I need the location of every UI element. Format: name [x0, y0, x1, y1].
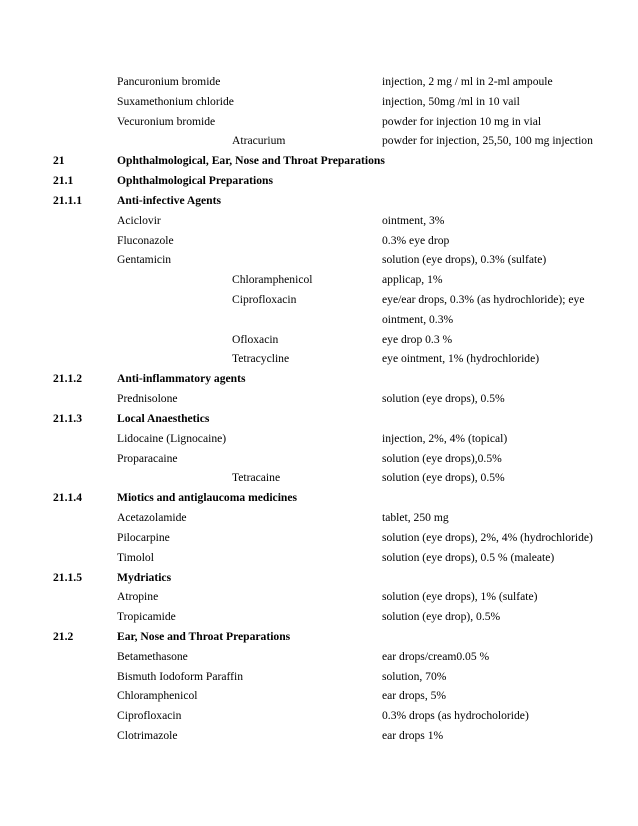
dosage-form: solution (eye drops), 0.3% (sulfate) — [382, 253, 547, 267]
dosage-form: solution (eye drops),0.5% — [382, 451, 502, 465]
drug-row — [0, 213, 638, 233]
drug-row — [0, 510, 638, 530]
drug-row — [0, 728, 638, 748]
dosage-form: ear drops, 5% — [382, 689, 447, 703]
drug-row — [0, 114, 638, 134]
dosage-form: ointment, 0.3% — [382, 312, 454, 326]
drug-row — [0, 550, 638, 570]
drug-name: Chloramphenicol — [117, 689, 198, 703]
drug-row — [0, 272, 638, 292]
drug-row — [0, 233, 638, 253]
section-heading-row — [0, 629, 638, 649]
section-heading-row — [0, 193, 638, 213]
drug-name: Aciclovir — [117, 213, 161, 227]
drug-name: Pancuronium bromide — [117, 75, 221, 88]
drug-name: Pilocarpine — [117, 530, 170, 544]
drug-row — [0, 292, 638, 312]
drug-name: Ciprofloxacin — [117, 709, 182, 723]
drug-name: Timolol — [117, 550, 154, 564]
drug-row — [0, 470, 638, 490]
section-title: Ear, Nose and Throat Preparations — [117, 629, 291, 643]
section-title: Mydriatics — [117, 570, 172, 584]
drug-name: Lidocaine (Lignocaine) — [117, 431, 227, 445]
drug-name: Vecuronium bromide — [117, 114, 216, 128]
section-heading-row — [0, 411, 638, 431]
section-heading-row — [0, 173, 638, 193]
drug-row — [0, 74, 638, 94]
drug-name: Atropine — [117, 590, 159, 604]
drug-row — [0, 451, 638, 471]
dosage-form: solution (eye drops), 0.5% — [382, 392, 505, 406]
drug-name: Tropicamide — [117, 610, 176, 624]
drug-name: Atracurium — [232, 134, 286, 148]
dosage-form: solution (eye drop), 0.5% — [382, 610, 501, 624]
dosage-form: ointment, 3% — [382, 213, 445, 227]
drug-row — [0, 332, 638, 352]
section-number: 21.2 — [53, 629, 74, 643]
section-title: Miotics and antiglaucoma medicines — [117, 491, 298, 505]
drug-row — [0, 708, 638, 728]
drug-name: Prednisolone — [117, 392, 178, 406]
drug-name: Gentamicin — [117, 253, 172, 267]
dosage-form: applicap, 1% — [382, 273, 443, 287]
drug-row — [0, 94, 638, 114]
drug-name: Suxamethonium chloride — [117, 94, 234, 108]
drug-row — [0, 312, 638, 332]
dosage-form: ear drops 1% — [382, 729, 444, 743]
section-heading-row — [0, 490, 638, 510]
dosage-form: eye drop 0.3 % — [382, 332, 453, 346]
dosage-form: solution (eye drops), 2%, 4% (hydrochloride) — [382, 530, 593, 544]
section-title: Anti-inflammatory agents — [117, 372, 246, 386]
drug-name: Fluconazole — [117, 233, 174, 247]
drug-name: Ciprofloxacin — [232, 293, 297, 307]
drug-row — [0, 351, 638, 371]
drug-name: Ofloxacin — [232, 332, 279, 346]
section-number: 21.1.5 — [53, 570, 82, 584]
dosage-form: solution (eye drops), 0.5 % (maleate) — [382, 550, 555, 564]
section-heading-row — [0, 570, 638, 590]
dosage-form: 0.3% eye drop — [382, 233, 450, 247]
drug-name: Tetracaine — [232, 471, 281, 485]
dosage-form: injection, 2%, 4% (topical) — [382, 431, 508, 445]
drug-name: Betamethasone — [117, 649, 188, 663]
drug-name: Clotrimazole — [117, 729, 178, 743]
dosage-form: powder for injection, 25,50, 100 mg injection — [382, 134, 593, 148]
section-title: Ophthalmological Preparations — [117, 174, 273, 188]
drug-name: Proparacaine — [117, 451, 178, 465]
dosage-form: solution (eye drops), 0.5% — [382, 471, 505, 485]
section-heading-row — [0, 371, 638, 391]
section-number: 21.1.2 — [53, 372, 82, 386]
dosage-form: tablet, 250 mg — [382, 511, 449, 525]
dosage-form: eye ointment, 1% (hydrochloride) — [382, 352, 540, 366]
drug-name: Acetazolamide — [117, 511, 187, 525]
drug-row — [0, 589, 638, 609]
drug-row — [0, 530, 638, 550]
drug-row — [0, 431, 638, 451]
section-title: Ophthalmological, Ear, Nose and Throat Preparations — [117, 154, 385, 168]
section-number: 21.1.3 — [53, 411, 82, 425]
dosage-form: solution (eye drops), 1% (sulfate) — [382, 590, 538, 604]
drug-row — [0, 133, 638, 153]
drug-name: Chloramphenicol — [232, 273, 313, 287]
dosage-form: injection, 2 mg / ml in 2-ml ampoule — [382, 75, 553, 88]
drug-row — [0, 252, 638, 272]
drug-row — [0, 669, 638, 689]
dosage-form: solution, 70% — [382, 669, 447, 683]
dosage-form: eye/ear drops, 0.3% (as hydrochloride); eye — [382, 293, 585, 307]
dosage-form: injection, 50mg /ml in 10 vail — [382, 94, 520, 108]
drug-row — [0, 609, 638, 629]
section-number: 21.1 — [53, 174, 74, 188]
drug-row — [0, 649, 638, 669]
drug-row — [0, 688, 638, 708]
section-title: Anti-infective Agents — [117, 193, 222, 207]
section-number: 21.1.4 — [53, 491, 82, 505]
section-heading-row — [0, 153, 638, 173]
drug-name: Bismuth Iodoform Paraffin — [117, 669, 244, 683]
section-title: Local Anaesthetics — [117, 411, 210, 425]
dosage-form: ear drops/cream0.05 % — [382, 649, 490, 663]
drug-name: Tetracycline — [232, 352, 290, 366]
dosage-form: powder for injection 10 mg in vial — [382, 114, 542, 128]
drug-row — [0, 391, 638, 411]
section-number: 21.1.1 — [53, 193, 82, 207]
section-number: 21 — [53, 154, 65, 168]
dosage-form: 0.3% drops (as hydrocholoride) — [382, 709, 529, 723]
